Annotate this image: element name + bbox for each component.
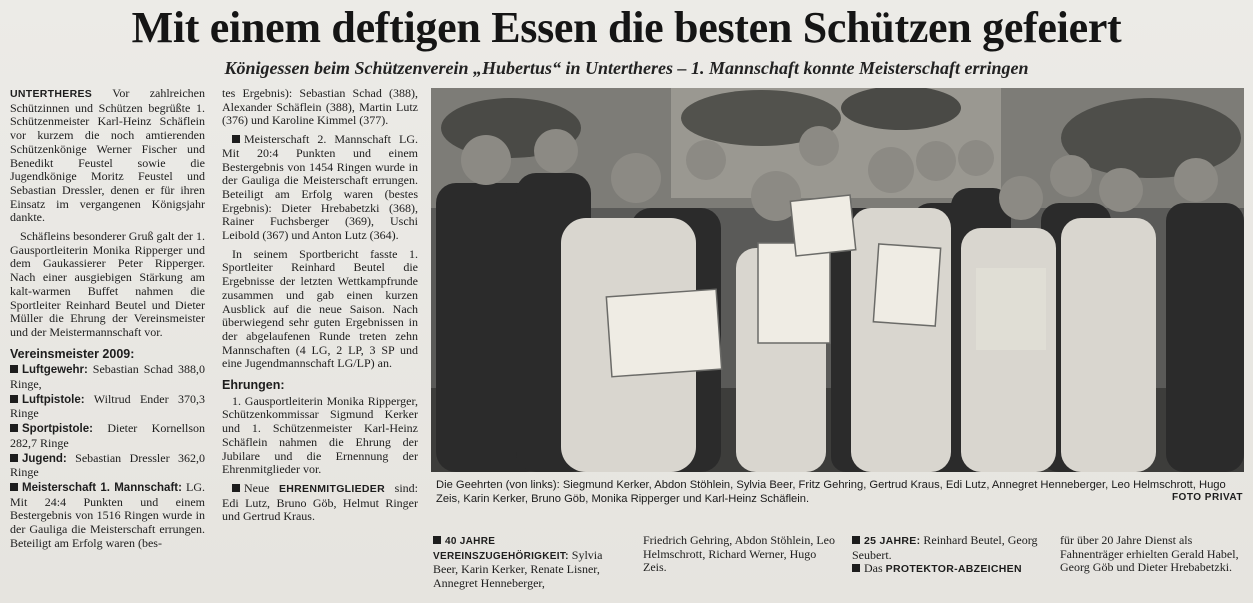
bullet-square-icon bbox=[10, 395, 18, 403]
list-item bbox=[10, 393, 205, 421]
bullet-square-icon bbox=[10, 424, 18, 432]
list-item-text: Sebastian Schad 388,0 Ringe, bbox=[10, 362, 205, 392]
list-item-text: Dieter Kornellson 282,7 Ringe bbox=[10, 421, 206, 450]
paragraph-continued: tes Ergebnis): Sebastian Schad (388), Alexander Schäflein (388), Martin Lutz (376) und Karoline Kimmel (377). bbox=[222, 86, 418, 128]
section-heading-vereinsmeister: Vereinsmeister 2009: bbox=[10, 346, 135, 361]
photo-caption: Die Geehrten (von links): Siegmund Kerker, Abdon Stöhlein, Sylvia Beer, Fritz Gehring, Gertrud Kraus, Edi Lutz, Annegret Henneberger, Leo Helmschrott, Hugo Zeis, Karin Kerker, Bruno Göb, Monika Ripperger und Karl-Heinz Schäflein. bbox=[436, 479, 1226, 505]
paragraph-text: Neue bbox=[244, 480, 270, 495]
paragraph-text: Das bbox=[864, 561, 883, 576]
paragraph-text: für über 20 Jahre Dienst als Fahnenträger erhielten Gerald Habel, Georg Göb und Dieter Hrebabetzki. bbox=[1060, 533, 1239, 575]
list-item bbox=[10, 422, 205, 450]
inline-label: 25 JAHRE: bbox=[864, 535, 921, 547]
bullet-square-icon bbox=[852, 536, 860, 544]
paragraph-25-jahre bbox=[852, 534, 1047, 562]
bottom-column-4 bbox=[1060, 534, 1250, 575]
list-item bbox=[10, 481, 205, 551]
inline-label: 40 JAHRE VEREINSZUGEHÖRIGKEIT: bbox=[433, 536, 569, 562]
list-item-text: Sebastian Dressler 362,0 Ringe bbox=[10, 450, 206, 480]
list-item-label: Sportpistole: bbox=[22, 423, 93, 436]
list-item-label: Luftpistole: bbox=[22, 393, 85, 406]
photo-credit: FOTO PRIVAT bbox=[1171, 492, 1243, 503]
article-column-2 bbox=[222, 87, 418, 529]
lead-paragraph bbox=[10, 87, 205, 225]
group-photo bbox=[431, 88, 1244, 472]
bullet-square-icon bbox=[232, 135, 240, 143]
lead-text: Vor zahlreichen Schützinnen und Schützen begrüßte 1. Schützenmeister Karl-Heinz Schäflein vor kurzem die noch amtierenden Schützenkönige Werner Fischer und Benedikt Feustel sowie die Jugendkönige Moritz Feustel und Sebastian Dressler, denen er für ihren Einsatz im vergangenen Königsjahr dankte. bbox=[10, 86, 205, 225]
inline-label: EHRENMITGLIEDER bbox=[278, 482, 385, 495]
inline-label: PROTEKTOR-ABZEICHEN bbox=[885, 563, 1022, 576]
bottom-column-1 bbox=[433, 534, 629, 591]
bullet-square-icon bbox=[433, 536, 441, 544]
headline: Mit einem deftigen Essen die besten Schützen gefeiert bbox=[131, 3, 1122, 52]
bullet-square-icon bbox=[10, 483, 18, 491]
section-heading-ehrungen: Ehrungen: bbox=[222, 378, 285, 393]
list-item-label: Luftgewehr: bbox=[22, 364, 88, 377]
bullet-square-icon bbox=[852, 564, 860, 572]
list-item-label: Meisterschaft 1. Mannschaft: bbox=[22, 481, 182, 494]
list-item bbox=[10, 363, 205, 391]
bottom-column-3 bbox=[852, 534, 1047, 577]
article-column-1 bbox=[10, 87, 205, 552]
paragraph-2: Schäfleins besonderer Gruß galt der 1. Gausportleiterin Monika Ripperger und dem Gaukassierer Peter Ripperger. Nach einer ausgiebigen Stärkung am kalt-warmen Buffet nahmen die Sportleiter Reinhard Beutel und Dieter Müller die Ehrung der Vereinsmeister und der Meistermannschaft vor. bbox=[10, 229, 205, 339]
paragraph-text: Sylvia Beer, Karin Kerker, Renate Lisner, Annegret Henneberger, bbox=[433, 547, 603, 591]
paragraph-text: Reinhard Beutel, Georg Seubert. bbox=[852, 533, 1038, 562]
paragraph-text: Friedrich Gehring, Abdon Stöhlein, Leo Helmschrott, Richard Werner, Hugo Zeis. bbox=[643, 533, 835, 575]
paragraph-meisterschaft-2 bbox=[222, 133, 418, 243]
list-item-text: Wiltrud Ender 370,3 Ringe bbox=[10, 391, 205, 421]
bullet-square-icon bbox=[10, 365, 18, 373]
paragraph-ehrenmitglieder bbox=[222, 482, 418, 524]
bullet-square-icon bbox=[232, 484, 240, 492]
dateline: UNTERTHERES bbox=[10, 88, 93, 100]
subheadline: Königessen beim Schützenverein „Hubertus“ in Untertheres – 1. Mannschaft konnte Meisterschaft erringen bbox=[224, 58, 1029, 78]
list-item bbox=[10, 452, 205, 480]
paragraph-ehrungen: 1. Gausportleiterin Monika Ripperger, Schützenkommissar Sigmund Kerker und 1. Schützenmeister Karl-Heinz Schäflein nahmen die Ehrung der Jubilare und die Ernennung der Ehrenmitglieder vor. bbox=[222, 393, 418, 477]
bottom-column-2 bbox=[643, 534, 838, 575]
list-item-label: Jugend: bbox=[22, 452, 67, 465]
paragraph-sportbericht: In seinem Sportbericht fasste 1. Sportleiter Reinhard Beutel die Ergebnisse der letzten Wettkampfrunde zusammen und gab einen kurzen Ausblick auf die neue Saison. Nach überwiegend sehr guten Ergebnissen in der abgelaufenen Runde treten zehn Mannschaften (4 LG, 2 LP, 3 SP und eine Jugendmannschaft LG/LP) an. bbox=[222, 246, 418, 371]
list-item-text: LG. Mit 24:4 Punkten und einem Bestergebnis von 1516 Ringen wurde in der Gauliga die Meisterschaft errungen. Beteiligt am Erfolg waren (bes- bbox=[10, 479, 205, 550]
paragraph-text: sind: Edi Lutz, Bruno Göb, Helmut Ringer und Gertrud Kraus. bbox=[222, 480, 418, 524]
paragraph-text: Meisterschaft 2. Mannschaft LG. Mit 20:4 Punkten und einem Bestergebnis von 1454 Ringen wurde in der Gauliga die Meisterschaft errungen. Beteiligt am Erfolg waren (bestes Ergebnis): Dieter Hrebabetzki (368), Rainer Fuchsberger (369), Uschi Leibold (367) und Anton Lutz (364). bbox=[222, 132, 418, 243]
group-photo-illustration bbox=[431, 88, 1244, 472]
paragraph-protektor bbox=[852, 562, 1047, 577]
bullet-square-icon bbox=[10, 454, 18, 462]
